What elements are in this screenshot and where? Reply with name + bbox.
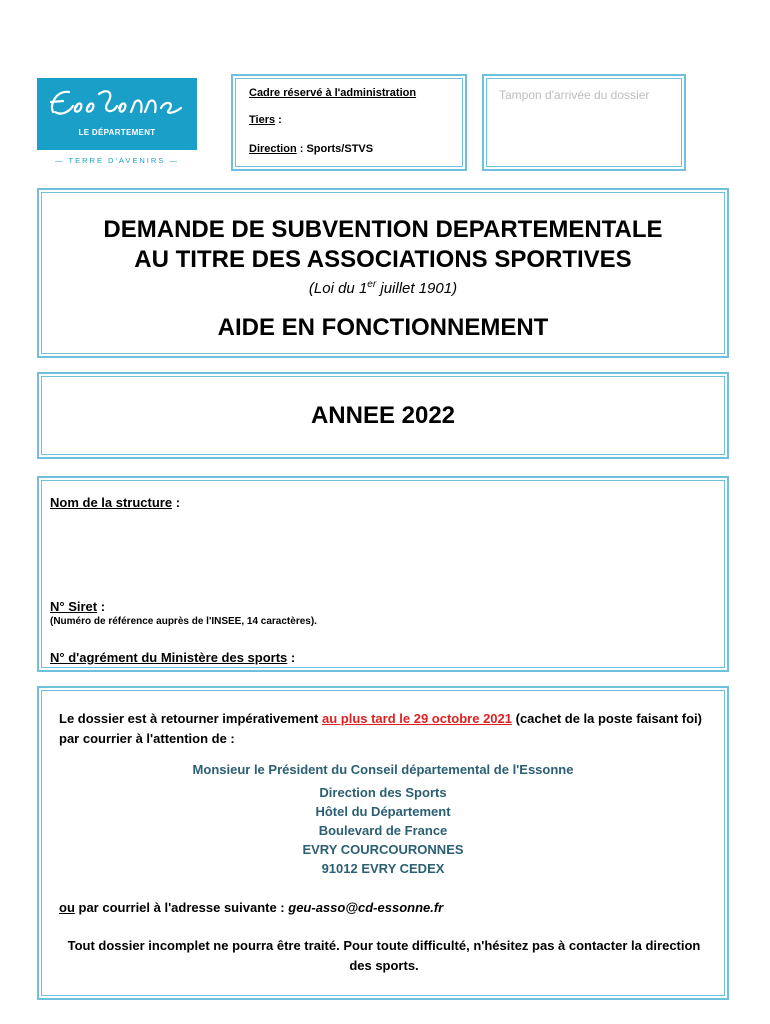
address-line-postcode: 91012 EVRY CEDEX [321,861,445,876]
address-line-building: Hôtel du Département [315,804,451,819]
agrement-field[interactable] [50,650,295,665]
logo-tagline: — TERRE D'AVENIRS — [55,156,179,165]
email-instructions [59,898,709,918]
address-line-city: EVRY COURCOURONNES [302,842,464,857]
title-line-1: DEMANDE DE SUBVENTION DEPARTEMENTALE [103,216,663,243]
agrement-separator: : [287,650,296,665]
submission-instructions [59,709,709,749]
law-prefix: (Loi du 1 [308,280,368,297]
structure-name-label: Nom de la structure [50,495,173,510]
alt-or: ou [59,900,75,915]
logo-script-icon [47,84,187,120]
deadline: au plus tard le 29 octobre 2021 [321,711,513,726]
logo-background [37,78,197,150]
siret-note: (Numéro de référence auprès de l'INSEE, 14 caractères). [50,616,317,627]
direction-label: Direction [249,143,297,155]
title-line-2: AU TITRE DES ASSOCIATIONS SPORTIVES [134,246,632,273]
aid-title: AIDE EN FONCTIONNEMENT [217,314,549,341]
stamp-placeholder: Tampon d'arrivée du dossier [499,88,650,102]
alt-text: par courriel à l'adresse suivante : [74,900,289,915]
admin-direction [249,143,373,155]
intro-after: (cachet de la poste faisant foi) par courrier à l'attention de : [59,711,703,746]
structure-box [37,476,729,672]
email-link[interactable]: geu-asso@cd-essonne.fr [288,900,444,915]
structure-name-separator: : [172,495,181,510]
year-box [37,372,729,459]
address-line-recipient: Monsieur le Président du Conseil départemental de l'Essonne [192,762,574,777]
logo-subtitle: LE DÉPARTEMENT [78,128,156,137]
intro-before: Le dossier est à retourner impérativement [59,711,322,726]
address-line-direction: Direction des Sports [319,785,447,800]
law-superscript: er [367,279,377,290]
year-label: ANNEE 2022 [310,402,456,429]
essonne-logo [37,78,197,168]
admin-title: Cadre réservé à l'administration [249,87,417,99]
submission-info-box [37,686,729,1000]
siret-separator: : [97,599,106,614]
admin-tiers [249,114,282,126]
structure-name-field[interactable] [50,495,180,510]
tiers-label: Tiers [249,114,276,126]
agrement-label: N° d'agrément du Ministère des sports [50,650,288,665]
address-line-street: Boulevard de France [318,823,448,838]
siret-label: N° Siret [50,599,98,614]
law-suffix: juillet 1901) [376,280,458,297]
tiers-separator: : [275,114,282,126]
incomplete-notice: Tout dossier incomplet ne pourra être traité. Pour toute difficulté, n'hésitez pas à contacter la direction des sports. [67,938,701,973]
siret-field[interactable] [50,599,105,614]
title-box [37,188,729,358]
admin-reserved-box [231,74,467,171]
direction-value: : Sports/STVS [296,143,374,155]
arrival-stamp-box [482,74,686,171]
law-reference [39,279,727,297]
